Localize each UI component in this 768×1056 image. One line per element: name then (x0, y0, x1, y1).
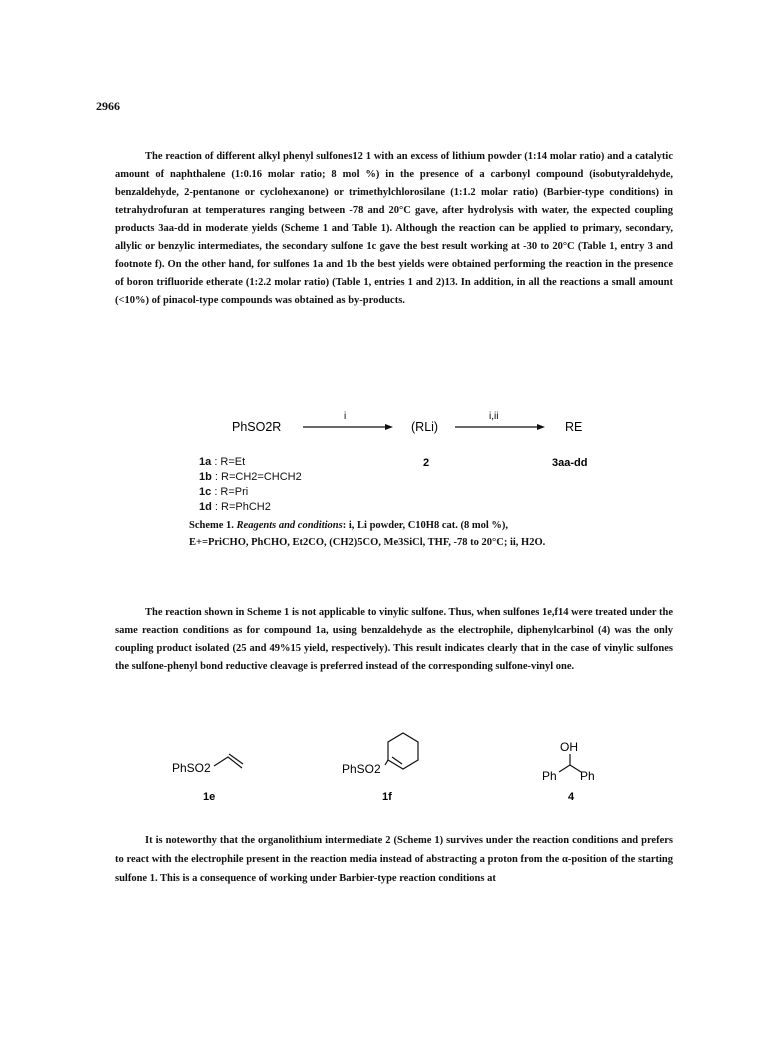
caption-italic: Reagents and conditions (236, 520, 343, 531)
scheme-caption (189, 517, 609, 551)
paragraph-vinylic-sulfone: The reaction shown in Scheme 1 is not applicable to vinylic sulfone. Thus, when sulfones 1e,f14 were treated under the same reaction conditions as for compound 1a, using benzaldehyde as the electrophile, diphenylcarbinol (4) was the only coupling product isolated (25 and 49%15 yield, respectively). This result indicates clearly that in the case of vinylic sulfones the sulfone-phenyl bond reductive cleavage is preferred instead of the corresponding sulfone-vinyl one. (115, 607, 673, 672)
structure-1f-text: PhSO2 (342, 762, 381, 776)
label-product: 3aa-dd (552, 457, 588, 469)
r-group-1d: 1d : R=PhCH2 (199, 501, 271, 513)
paragraph-barbier-reaction: The reaction of different alkyl phenyl sulfones12 1 with an excess of lithium powder (1:14 molar ratio) and a catalytic amount of naphthalene (1:0.16 molar ratio; 8 mol %) in the presence of a carbonyl compound (isobutyraldehyde, benzaldehyde, 2-pentanone or cyclohexanone) or trimethylchlorosilane (1:1.2 molar ratio) (Barbier-type conditions) in tetrahydrofuran at temperatures ranging between -78 and 20°C gave, after hydrolysis with water, the expected coupling products 3aa-dd in moderate yields (Scheme 1 and Table 1). Although the reaction can be applied to primary, secondary, allylic or benzylic intermediates, the secondary sulfone 1c gave the best result working at -30 to 20°C (Table 1, entry 3 and footnote f). On the other hand, for sulfones 1a and 1b the best yields were obtained performing the reaction in the presence of boron trifluoride etherate (1:2.2 molar ratio) (Table 1, entries 1 and 2)13. In addition, in all the reactions a small amount (<10%) of pinacol-type compounds was obtained as by-products. (115, 151, 673, 306)
structure-1f-label: 1f (382, 791, 392, 803)
scheme-intermediate: (RLi) (411, 420, 439, 434)
arrow-2-label: i,ii (489, 411, 499, 422)
label-intermediate: 2 (423, 457, 430, 469)
arrow-2-head (537, 424, 545, 430)
paragraph-organolithium: It is noteworthy that the organolithium intermediate 2 (Scheme 1) survives under the reaction conditions and prefers to react with the electrophile present in the reaction media instead of abstracting a proton from the α-position of the starting sulfone 1. This is a consequence of working under Barbier-type reaction conditions at (115, 835, 673, 884)
scheme-start (232, 420, 281, 434)
caption-line-2: E+=PriCHO, PhCHO, Et2CO, (CH2)5CO, Me3SiCl, THF, -78 to 20°C; ii, H2O. (189, 537, 546, 548)
arrow-1-head (385, 424, 393, 430)
page-number: 2966 (96, 99, 120, 113)
caption-line1-text: : i, Li powder, C10H8 cat. (8 mol %), (342, 520, 509, 531)
caption-label: Scheme 1. (189, 520, 234, 531)
structure-4-ph-left: Ph (542, 769, 557, 783)
structure-1f-ring (388, 733, 418, 769)
scheme-start-text: PhSO2R (232, 420, 282, 434)
r-group-list (199, 455, 302, 515)
r-group-1c: 1c : R=Pri (199, 486, 249, 498)
r-group-1b: 1b : R=CH2=CHCH2 (199, 471, 302, 483)
structure-4-oh: OH (560, 740, 578, 754)
r-group-1a: 1a : R=Et (199, 456, 246, 468)
structure-4-ph-right: Ph (580, 769, 595, 783)
structure-1e-vinyl (214, 757, 242, 768)
structure-1f-bond (385, 760, 388, 765)
arrow-1-label: i (344, 411, 347, 422)
scheme-product: RE (565, 420, 583, 434)
caption-line-1 (189, 517, 609, 534)
structure-1e-text: PhSO2 (172, 761, 211, 775)
structure-4-left-bond (559, 765, 570, 772)
structure-1e-label: 1e (203, 791, 216, 803)
structure-4-label: 4 (568, 791, 575, 803)
